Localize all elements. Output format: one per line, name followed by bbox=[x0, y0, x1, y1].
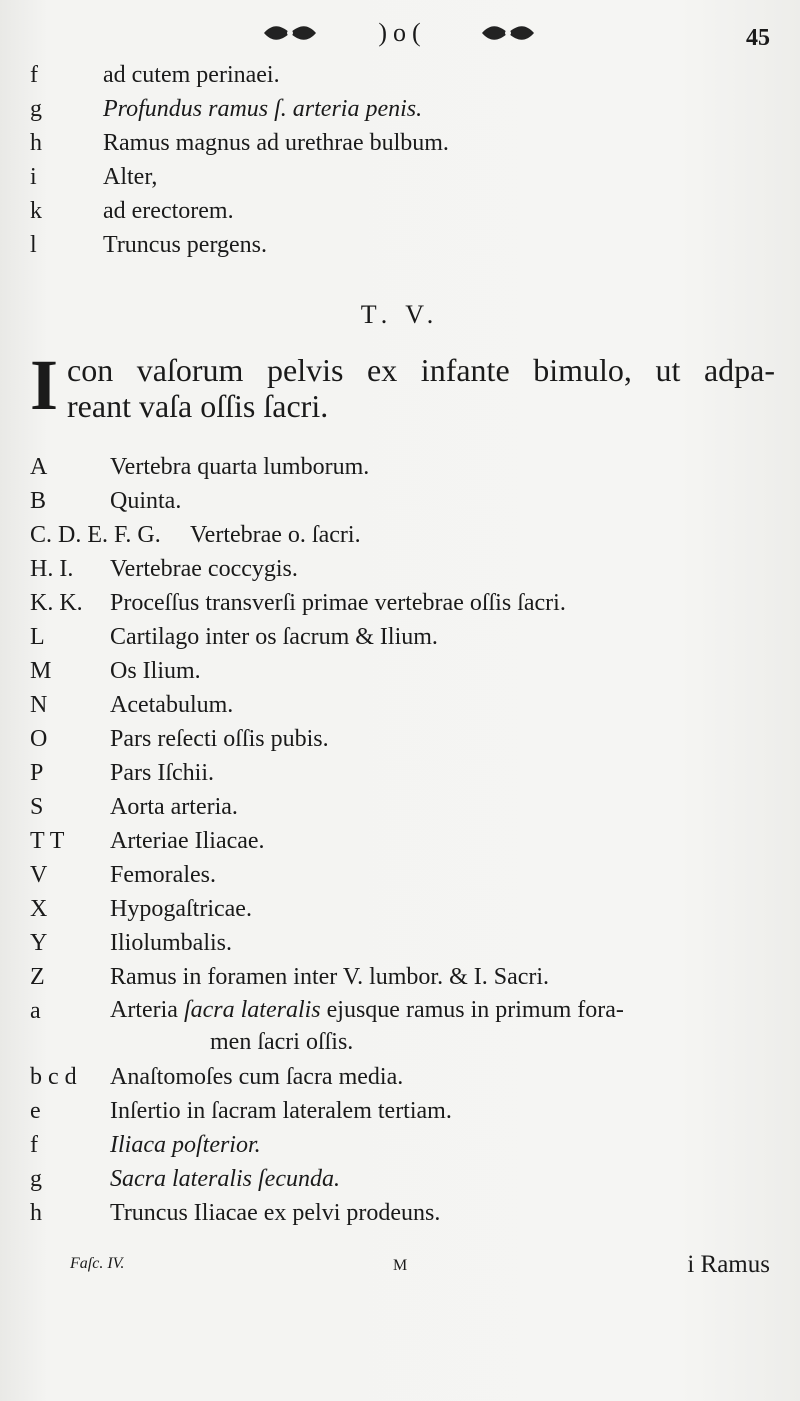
legend-row bbox=[0, 92, 800, 126]
fleuron-icon bbox=[262, 24, 318, 42]
legend-row bbox=[0, 994, 800, 1060]
legend-row bbox=[0, 450, 800, 484]
legend-row bbox=[0, 552, 800, 586]
legend-list-continued bbox=[0, 58, 800, 262]
legend-row bbox=[0, 1162, 800, 1196]
legend-key: i bbox=[30, 164, 37, 190]
legend-key: f bbox=[30, 62, 38, 88]
legend-key: S bbox=[30, 794, 44, 820]
legend-list bbox=[0, 450, 800, 1230]
legend-text: Truncus pergens. bbox=[103, 232, 268, 258]
legend-row bbox=[0, 892, 800, 926]
legend-text: Quinta. bbox=[110, 488, 182, 514]
legend-key: M bbox=[30, 658, 52, 684]
page-footer bbox=[0, 1251, 800, 1285]
legend-text: Pars Iſchii. bbox=[110, 760, 214, 786]
legend-text: Sacra lateralis ſecunda. bbox=[110, 1166, 340, 1192]
legend-text: Vertebrae o. ſacri. bbox=[190, 522, 361, 548]
legend-row bbox=[0, 926, 800, 960]
legend-row bbox=[0, 756, 800, 790]
legend-row bbox=[0, 824, 800, 858]
plate-title bbox=[30, 345, 775, 425]
legend-row bbox=[0, 790, 800, 824]
legend-key: O bbox=[30, 726, 48, 752]
legend-row bbox=[0, 858, 800, 892]
legend-row bbox=[0, 1128, 800, 1162]
legend-text: Ramus in foramen inter V. lumbor. & I. Sacri. bbox=[110, 964, 550, 990]
page-number: 45 bbox=[746, 25, 770, 51]
legend-key: g bbox=[30, 96, 42, 122]
legend-text: Hypogaſtricae. bbox=[110, 896, 252, 922]
legend-text: Inſertio in ſacram lateralem tertiam. bbox=[110, 1098, 452, 1124]
legend-text: Iliolumbalis. bbox=[110, 930, 232, 956]
legend-row bbox=[0, 160, 800, 194]
fascicle-note: Faſc. IV. bbox=[70, 1255, 125, 1272]
legend-text: ad cutem perinaei. bbox=[103, 62, 280, 88]
legend-row bbox=[0, 194, 800, 228]
legend-key: Y bbox=[30, 930, 48, 956]
legend-key: l bbox=[30, 232, 37, 258]
legend-key: T T bbox=[30, 828, 65, 854]
legend-row bbox=[0, 518, 800, 552]
legend-text: Iliaca poſterior. bbox=[110, 1132, 261, 1158]
legend-row bbox=[0, 586, 800, 620]
legend-row bbox=[0, 126, 800, 160]
section-heading: T. V. bbox=[360, 300, 440, 329]
legend-text: Cartilago inter os ſacrum & Ilium. bbox=[110, 624, 438, 650]
legend-text: Vertebra quarta lumborum. bbox=[110, 454, 370, 480]
legend-key: V bbox=[30, 862, 48, 888]
legend-text-part: ſacra lateralis bbox=[183, 997, 321, 1023]
legend-key: N bbox=[30, 692, 48, 718]
legend-text: Truncus Iliacae ex pelvi prodeuns. bbox=[110, 1200, 441, 1226]
legend-key: K. K. bbox=[30, 590, 83, 616]
legend-row bbox=[0, 688, 800, 722]
legend-text: Arteriae Iliacae. bbox=[110, 828, 265, 854]
legend-text-part: Arteria bbox=[110, 997, 184, 1023]
legend-key: g bbox=[30, 1166, 42, 1192]
legend-key: a bbox=[30, 998, 41, 1024]
legend-row bbox=[0, 620, 800, 654]
legend-text: Vertebrae coccygis. bbox=[110, 556, 298, 582]
legend-key: L bbox=[30, 624, 45, 650]
legend-text: Aorta arteria. bbox=[110, 794, 238, 820]
legend-key: C. D. E. F. G. bbox=[30, 522, 161, 548]
legend-text: Proceſſus transverſi primae vertebrae oſſis ſacri. bbox=[110, 590, 566, 616]
title-line-2: reant vaſa oſſis ſacri. bbox=[67, 388, 329, 424]
legend-text: Femorales. bbox=[110, 862, 216, 888]
legend-row bbox=[0, 1094, 800, 1128]
legend-text bbox=[110, 994, 775, 1058]
legend-text: Ramus magnus ad urethrae bulbum. bbox=[103, 130, 449, 156]
legend-key: f bbox=[30, 1132, 38, 1158]
legend-row bbox=[0, 1196, 800, 1230]
legend-text-continuation: men ſacri oſſis. bbox=[210, 1029, 354, 1055]
legend-text: Os Ilium. bbox=[110, 658, 201, 684]
legend-row bbox=[0, 58, 800, 92]
legend-key: A bbox=[30, 454, 48, 480]
legend-text: ad erectorem. bbox=[103, 198, 234, 224]
legend-row bbox=[0, 1060, 800, 1094]
legend-text: Anaſtomoſes cum ſacra media. bbox=[110, 1064, 404, 1090]
title-line-1: con vaſorum pelvis ex infante bimulo, ut adpa- bbox=[67, 352, 775, 388]
legend-key: X bbox=[30, 896, 48, 922]
legend-key: h bbox=[30, 1200, 42, 1226]
legend-key: B bbox=[30, 488, 47, 514]
legend-key: Z bbox=[30, 964, 45, 990]
drop-cap: I bbox=[30, 345, 59, 425]
legend-key: H. I. bbox=[30, 556, 74, 582]
signature-mark: M bbox=[393, 1257, 408, 1274]
legend-key: e bbox=[30, 1098, 41, 1124]
legend-key: k bbox=[30, 198, 42, 224]
legend-row bbox=[0, 960, 800, 994]
legend-text: Profundus ramus ſ. arteria penis. bbox=[103, 96, 423, 122]
legend-row bbox=[0, 722, 800, 756]
fleuron-icon bbox=[480, 24, 536, 42]
legend-text: Pars reſecti oſſis pubis. bbox=[110, 726, 329, 752]
legend-key: h bbox=[30, 130, 42, 156]
legend-text: Alter, bbox=[103, 164, 158, 190]
legend-text-part: ejusque ramus in primum fora- bbox=[320, 997, 624, 1023]
running-header bbox=[0, 18, 800, 52]
legend-row bbox=[0, 654, 800, 688]
legend-row bbox=[0, 484, 800, 518]
header-ornament: )o( bbox=[378, 18, 427, 47]
legend-row bbox=[0, 228, 800, 262]
legend-text: Acetabulum. bbox=[110, 692, 234, 718]
legend-key: b c d bbox=[30, 1064, 77, 1090]
legend-key: P bbox=[30, 760, 44, 786]
catchword: i Ramus bbox=[687, 1251, 770, 1278]
